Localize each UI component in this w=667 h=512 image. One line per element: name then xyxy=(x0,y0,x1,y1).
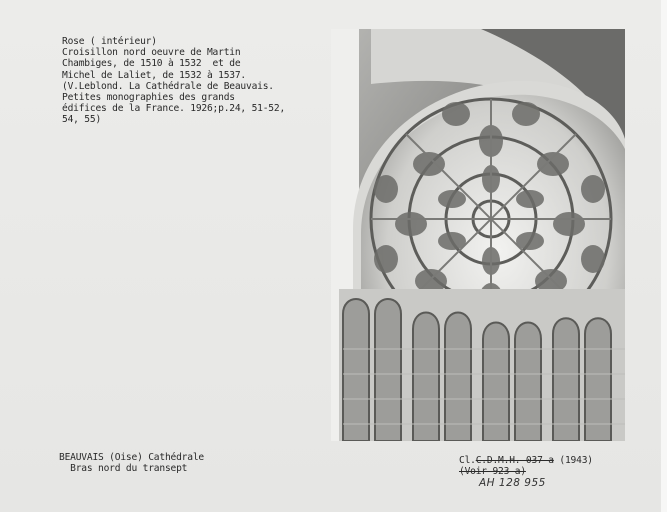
caption-line: Chambiges, de 1510 à 1532 et de xyxy=(62,58,241,70)
caption-line: Michel de Laliet, de 1532 à 1537. xyxy=(62,69,247,81)
reference-prefix: Cl. xyxy=(459,455,476,466)
location-title: BEAUVAIS (Oise) Cathédrale xyxy=(59,452,204,463)
card-edge xyxy=(661,0,667,512)
caption-block xyxy=(62,36,327,126)
struck-cross-reference: (Voir 923 a) xyxy=(459,466,526,478)
caption-line: Petites monographies des grands xyxy=(62,92,235,104)
caption-line: Croisillon nord oeuvre de Martin xyxy=(62,47,241,59)
caption-line: (V.Leblond. La Cathédrale de Beauvais. xyxy=(62,80,274,92)
struck-reference: C.D.M.H. 037 a xyxy=(475,455,554,466)
location-label xyxy=(59,452,204,475)
caption-line: édifices de la France. 1926;p.24, 51-52, xyxy=(62,103,286,115)
caption-line: 54, 55) xyxy=(62,114,102,126)
rose-window-photograph xyxy=(331,29,625,441)
rose-window-drawing xyxy=(331,29,625,441)
reference-line xyxy=(459,455,593,466)
location-subtitle: Bras nord du transept xyxy=(59,463,188,475)
caption-line: Rose ( intérieur) xyxy=(62,36,157,47)
reference-year: (1943) xyxy=(553,455,593,466)
reference-block xyxy=(459,455,593,478)
handwritten-number: AH 128 955 xyxy=(479,477,546,489)
